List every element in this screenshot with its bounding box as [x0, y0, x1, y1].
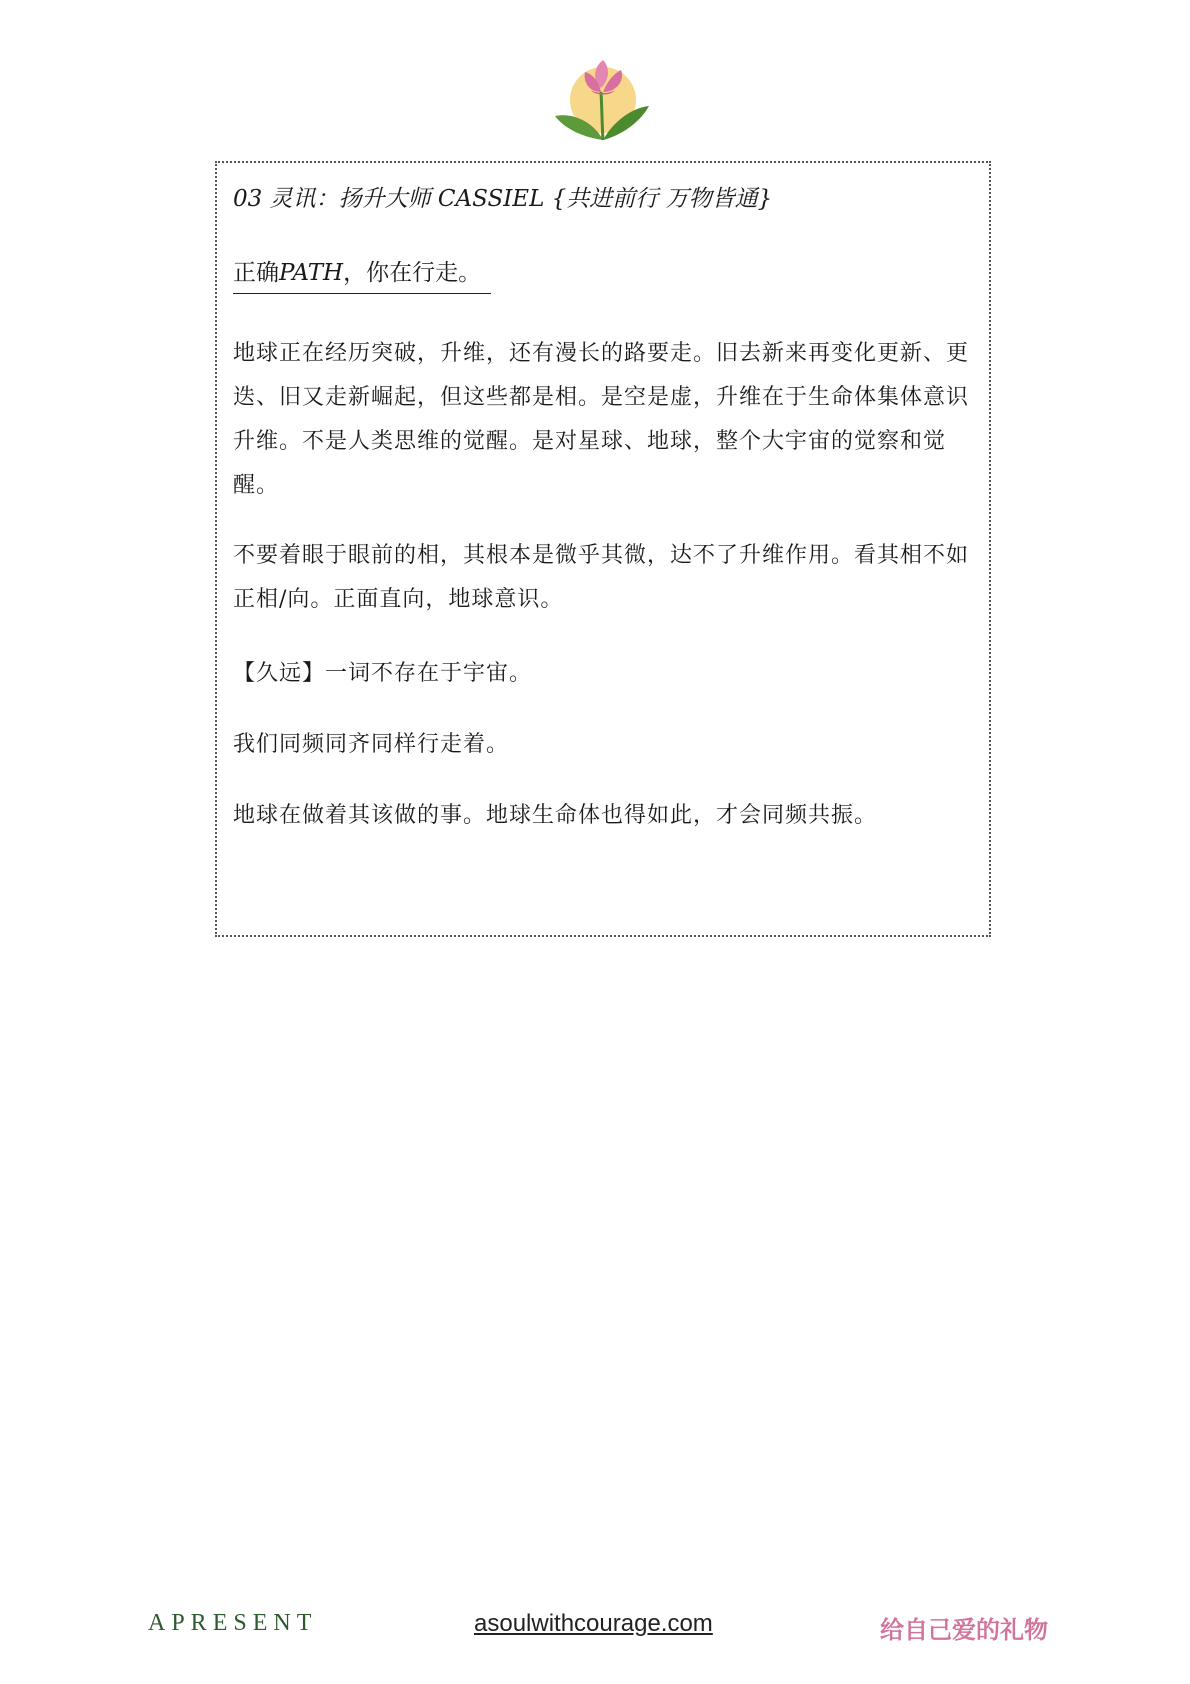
card-title: 03 灵讯：扬升大师 CASSIEL {共进前行 万物皆通}	[233, 186, 773, 212]
paragraph-5: 地球在做着其该做的事。地球生命体也得如此，才会同频共振。	[233, 803, 878, 828]
paragraph-4: 我们同频同齐同样行走着。	[233, 732, 510, 757]
lotus-flower-logo-icon	[545, 52, 655, 152]
subtitle	[233, 260, 481, 286]
brand-name: APRESENT	[148, 1610, 318, 1636]
paragraph-2: 不要着眼于眼前的相，其根本是微乎其微，达不了升维作用。看其相不如正相/向。正面直向，地球意识。	[233, 543, 970, 612]
subtitle-suffix: ，你在行走。	[343, 260, 482, 286]
subtitle-en: PATH	[279, 260, 344, 286]
subtitle-underlined	[233, 257, 491, 294]
message-card	[215, 161, 991, 937]
subtitle-prefix: 正确	[233, 260, 279, 286]
slogan: 给自己爱的礼物	[880, 1616, 1048, 1644]
paragraph-1: 地球正在经历突破，升维，还有漫长的路要走。旧去新来再变化更新、更迭、旧又走新崛起，但这些都是相。是空是虚，升维在于生命体集体意识升维。不是人类思维的觉醒。是对星球、地球，整个大宇宙的觉察和觉醒。	[233, 341, 970, 498]
paragraph-3: 【久远】一词不存在于宇宙。	[233, 661, 533, 686]
website-link[interactable]: asoulwithcourage.com	[474, 1610, 713, 1637]
